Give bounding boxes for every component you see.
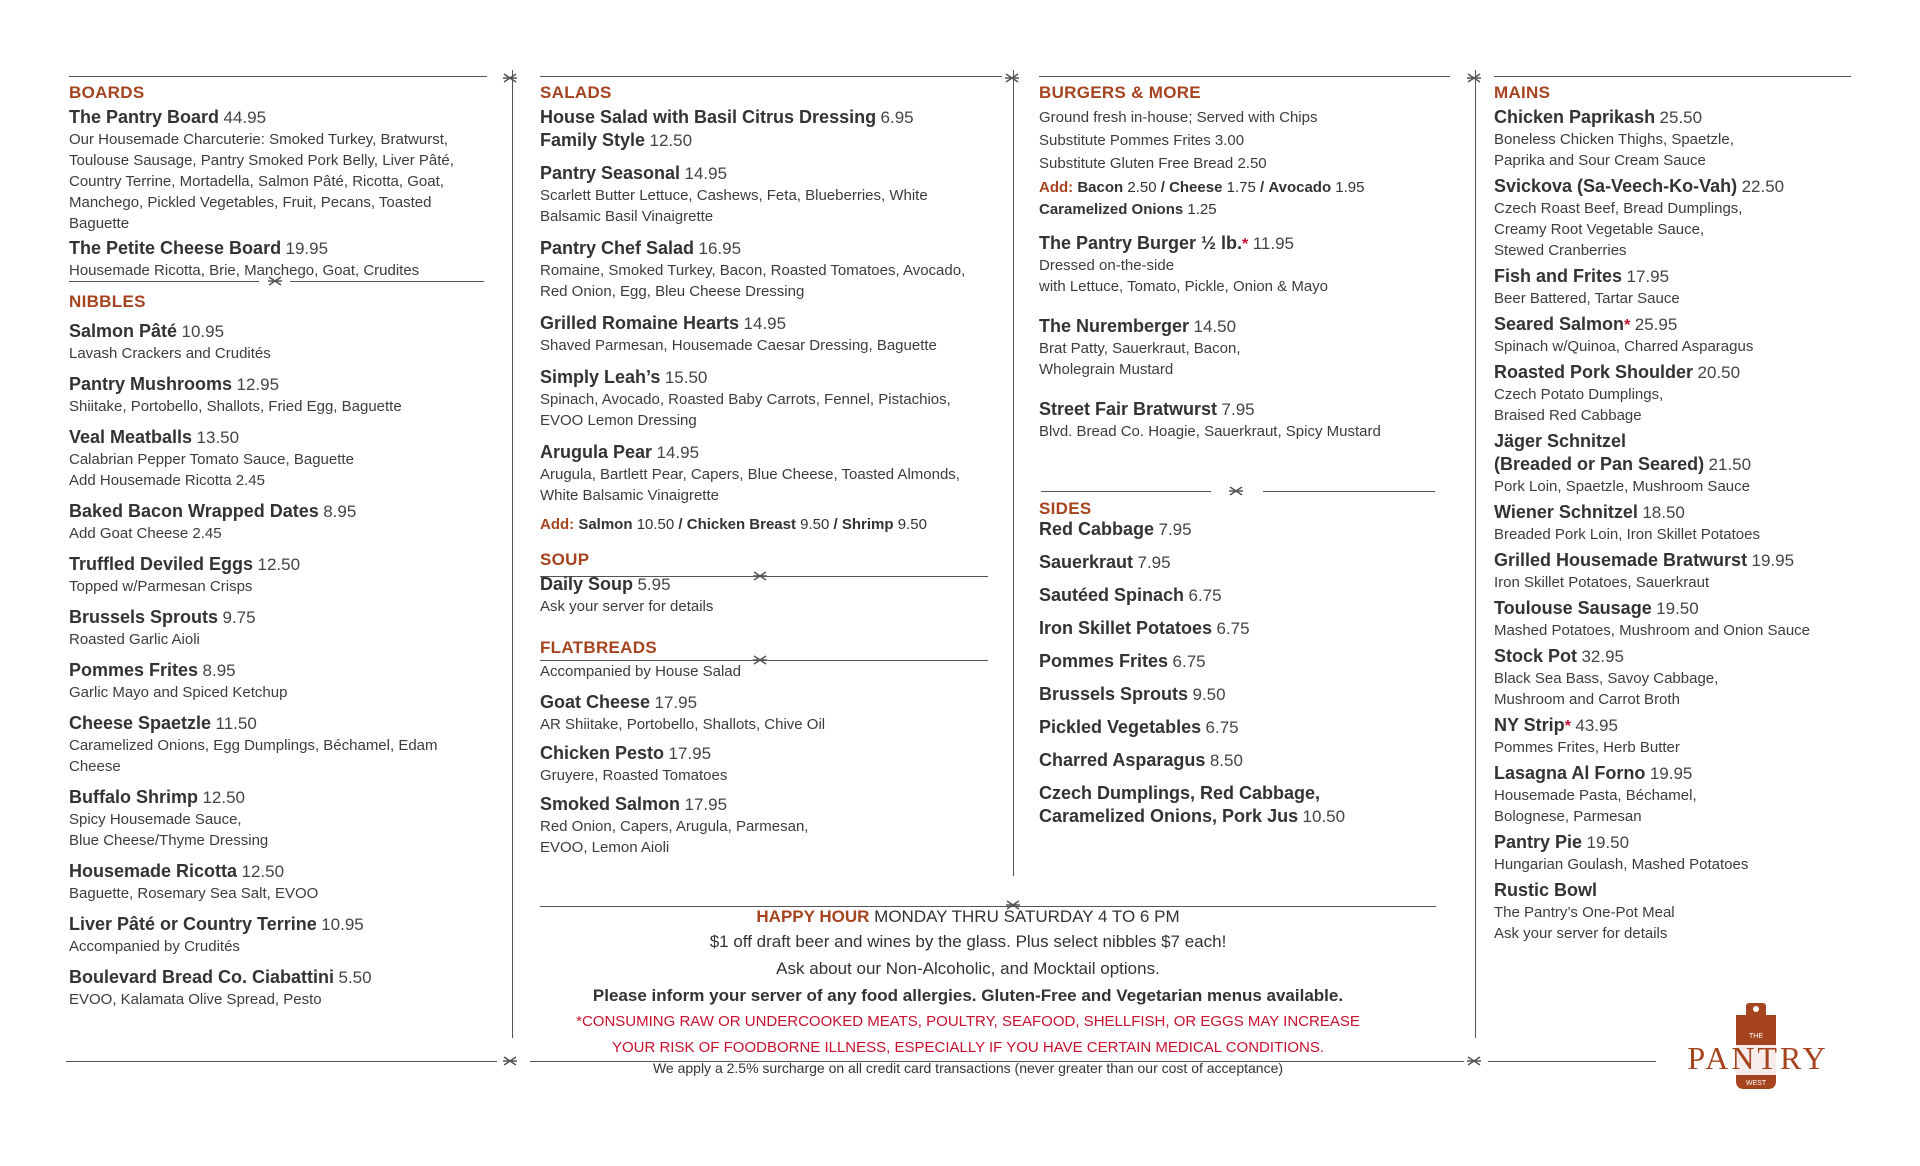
- allergy-star: *: [1624, 317, 1631, 334]
- bottom-rule-col1: [66, 1061, 497, 1062]
- sides-rule-right: [1263, 491, 1435, 492]
- item-description: Ask your server for details: [540, 598, 714, 615]
- item-name: The Pantry Board: [69, 107, 220, 127]
- item-price: 8.50: [1209, 751, 1243, 770]
- consumer-warning: *CONSUMING RAW OR UNDERCOOKED MEATS, POULTRY, SEAFOOD, SHELLFISH, OR EGGS MAY INCREASE: [576, 1013, 1360, 1030]
- item-name: Buffalo Shrimp: [69, 787, 198, 807]
- menu-item: [1494, 645, 1889, 710]
- item-description: Wholegrain Mustard: [1039, 361, 1174, 378]
- section-title-boards: BOARDS: [69, 83, 145, 102]
- ornament-icon: [1228, 486, 1244, 496]
- item-description: Creamy Root Vegetable Sauce,: [1494, 221, 1705, 238]
- ornament-icon: [502, 1056, 518, 1066]
- item-description: Stewed Cranberries: [1494, 242, 1627, 259]
- item-price: 8.95: [202, 661, 236, 680]
- item-description: Calabrian Pepper Tomato Sauce, Baguette: [69, 451, 354, 468]
- section-title-salads: SALADS: [540, 83, 612, 102]
- happy-hour-label: HAPPY HOUR: [756, 907, 870, 926]
- item-name: Rustic Bowl: [1494, 880, 1598, 900]
- item-name: Cheese Spaetzle: [69, 713, 212, 733]
- item-name: Smoked Salmon: [540, 794, 681, 814]
- section-title-soup: SOUP: [540, 550, 590, 569]
- item-price: 44.95: [223, 108, 267, 127]
- menu-item: [540, 573, 990, 617]
- top-rule-col1: [69, 76, 487, 77]
- item-description: Ask your server for details: [1494, 925, 1668, 942]
- item-price: 43.95: [1575, 716, 1618, 735]
- item-name: Charred Asparagus: [1039, 750, 1206, 770]
- menu-item: [1494, 361, 1889, 426]
- item-name: Arugula Pear: [540, 442, 653, 462]
- menu-item: [1494, 175, 1889, 261]
- item-price: 9.75: [222, 608, 256, 627]
- item-name: Lasagna Al Forno: [1494, 763, 1646, 783]
- menu-item: [69, 553, 479, 597]
- item-price: 19.50: [1586, 833, 1630, 852]
- item-description: Dressed on-the-side: [1039, 257, 1175, 274]
- item-price: 6.75: [1205, 718, 1239, 737]
- section-title-flatbreads: FLATBREADS: [540, 638, 657, 657]
- item-name: The Pantry Burger ½ lb.: [1039, 233, 1243, 253]
- item-price: 8.95: [323, 502, 357, 521]
- top-rule-col4: [1494, 76, 1851, 77]
- item-price: 15.50: [664, 368, 708, 387]
- item-price: 7.95: [1221, 400, 1255, 419]
- item-name: Goat Cheese: [540, 692, 651, 712]
- item-description: Add Goat Cheese 2.45: [69, 525, 222, 542]
- bottom-rule-col4: [1488, 1061, 1656, 1062]
- item-name: Pickled Vegetables: [1039, 717, 1202, 737]
- menu-item: [1039, 315, 1439, 380]
- item-price: 12.50: [257, 555, 301, 574]
- item-name: Wiener Schnitzel: [1494, 502, 1638, 522]
- item-description: Shaved Parmesan, Housemade Caesar Dressing, Baguette: [540, 337, 937, 354]
- item-name: Street Fair Bratwurst: [1039, 399, 1218, 419]
- item-price: 13.50: [196, 428, 240, 447]
- pantry-logo: [1670, 1003, 1850, 1103]
- item-description: Shiitake, Portobello, Shallots, Fried Egg, Baguette: [69, 398, 402, 415]
- item-description: Paprika and Sour Cream Sauce: [1494, 152, 1706, 169]
- menu-item: [1494, 501, 1889, 545]
- burgers-list: [1039, 232, 1439, 442]
- section-title-burgers: BURGERS & MORE: [1039, 83, 1201, 102]
- menu-item: [1039, 584, 1439, 607]
- divider-3: [1475, 70, 1476, 1038]
- item-price: 11.50: [215, 714, 257, 733]
- item-name: The Nuremberger: [1039, 316, 1190, 336]
- item-description: EVOO, Lemon Aioli: [540, 839, 670, 856]
- menu-item: [1494, 879, 1889, 944]
- svg-text:PANTRY: PANTRY: [1687, 1040, 1829, 1076]
- menu-item: [1039, 716, 1439, 739]
- item-name: Brussels Sprouts: [69, 607, 219, 627]
- salad-add-ons: Add: Salmon 10.50 / Chicken Breast 9.50 / Shrimp 9.50: [540, 516, 927, 533]
- item-description: Braised Red Cabbage: [1494, 407, 1642, 424]
- item-name: Pantry Mushrooms: [69, 374, 233, 394]
- item-description: Romaine, Smoked Turkey, Bacon, Roasted Tomatoes, Avocado, Red Onion, Egg, Bleu Cheese Dressing: [540, 262, 966, 300]
- column-mains: [1494, 82, 1889, 948]
- item-name: Pommes Frites: [69, 660, 199, 680]
- item-price: 6.95: [880, 108, 914, 127]
- menu-item: [69, 500, 479, 544]
- menu-item: [540, 691, 990, 735]
- item-description: The Pantry’s One-Pot Meal: [1494, 904, 1675, 921]
- item-description: Caramelized Onions, Egg Dumplings, Béchamel, Edam Cheese: [69, 737, 438, 775]
- menu-item: [540, 793, 990, 858]
- item-description: Our Housemade Charcuterie: Smoked Turkey, Bratwurst, Toulouse Sausage, Pantry Smoked Pork Belly, Liver Pâté, Country Terrine, Mortadella, Salmon Pâté, Ricotta, Goat, Manchego, Pickled Vegetables, Fruit, Pecans, Toasted Baguette: [69, 131, 454, 232]
- menu-item: [69, 966, 479, 1010]
- item-description: Bolognese, Parmesan: [1494, 808, 1642, 825]
- column-salads-soup-flatbreads: [540, 82, 990, 865]
- menu-item: [540, 312, 990, 356]
- item-name: Family Style: [540, 130, 646, 150]
- item-description: Mushroom and Carrot Broth: [1494, 691, 1680, 708]
- menu-item: [540, 237, 990, 302]
- menu-item: [1494, 265, 1889, 309]
- happy-hour-block: [538, 905, 1398, 1061]
- item-description: Pork Loin, Spaetzle, Mushroom Sauce: [1494, 478, 1750, 495]
- item-price: 7.95: [1137, 553, 1171, 572]
- item-description: AR Shiitake, Portobello, Shallots, Chive Oil: [540, 716, 826, 733]
- item-description: Spinach, Avocado, Roasted Baby Carrots, Fennel, Pistachios, EVOO Lemon Dressing: [540, 391, 951, 429]
- top-rule-col2: [540, 76, 1002, 77]
- item-description: Red Onion, Capers, Arugula, Parmesan,: [540, 818, 809, 835]
- item-description: Topped w/Parmesan Crisps: [69, 578, 253, 595]
- item-price: 10.95: [181, 322, 225, 341]
- menu-item: [1494, 762, 1889, 827]
- menu-item: [1494, 549, 1889, 593]
- item-price: 17.95: [684, 795, 728, 814]
- consumer-warning: YOUR RISK OF FOODBORNE ILLNESS, ESPECIALLY IF YOU HAVE CERTAIN MEDICAL CONDITIONS.: [611, 1039, 1325, 1056]
- item-description: Czech Roast Beef, Bread Dumplings,: [1494, 200, 1743, 217]
- menu-item: [69, 712, 479, 777]
- mains-list: [1494, 106, 1889, 944]
- item-price: 14.95: [684, 164, 728, 183]
- salads-list: [540, 162, 990, 506]
- item-description: Mashed Potatoes, Mushroom and Onion Sauce: [1494, 622, 1811, 639]
- item-price: 10.95: [321, 915, 364, 934]
- item-price: 9.50: [1192, 685, 1226, 704]
- item-description: Boneless Chicken Thighs, Spaetzle,: [1494, 131, 1734, 148]
- menu-item: [1039, 518, 1439, 541]
- item-price: 25.50: [1659, 108, 1703, 127]
- menu-item: [1494, 714, 1889, 758]
- ornament-icon: [1004, 73, 1020, 83]
- item-price: 19.95: [1649, 764, 1693, 783]
- column-boards-nibbles: [69, 82, 479, 1019]
- section-title-nibbles: NIBBLES: [69, 292, 146, 311]
- happy-hour-deal: $1 off draft beer and wines by the glass. Plus select nibbles $7 each!: [709, 932, 1227, 951]
- item-price: 19.95: [1751, 551, 1795, 570]
- item-price: 5.95: [637, 575, 671, 594]
- item-name: Roasted Pork Shoulder: [1494, 362, 1694, 382]
- item-name: Toulouse Sausage: [1494, 598, 1652, 618]
- item-name: Pantry Chef Salad: [540, 238, 695, 258]
- menu-item: [1039, 551, 1439, 574]
- item-price: 12.95: [236, 375, 280, 394]
- menu-item: [69, 659, 479, 703]
- item-name: Housemade Ricotta: [69, 861, 238, 881]
- item-description: Blue Cheese/Thyme Dressing: [69, 832, 269, 849]
- item-name: Liver Pâté or Country Terrine: [69, 914, 317, 934]
- item-name: Caramelized Onions, Pork Jus: [1039, 806, 1299, 826]
- item-name: Veal Meatballs: [69, 427, 193, 447]
- item-description: Spinach w/Quinoa, Charred Asparagus: [1494, 338, 1754, 355]
- item-name: Chicken Pesto: [540, 743, 665, 763]
- item-description: Iron Skillet Potatoes, Sauerkraut: [1494, 574, 1710, 591]
- menu-item: [540, 106, 990, 152]
- item-price: 32.95: [1581, 647, 1625, 666]
- menu-item: [1494, 831, 1889, 875]
- menu-item: [1494, 313, 1889, 357]
- menu-item: [69, 786, 479, 851]
- item-name: Grilled Romaine Hearts: [540, 313, 740, 333]
- item-description: Black Sea Bass, Savoy Cabbage,: [1494, 670, 1719, 687]
- item-price: 11.95: [1252, 234, 1295, 253]
- item-name: Chicken Paprikash: [1494, 107, 1656, 127]
- item-description: Breaded Pork Loin, Iron Skillet Potatoes: [1494, 526, 1760, 543]
- menu-item: [1039, 782, 1439, 828]
- item-name: Pantry Pie: [1494, 832, 1583, 852]
- item-price: 21.50: [1708, 455, 1752, 474]
- menu-item: [540, 366, 990, 431]
- menu-item: [1039, 683, 1439, 706]
- item-name: Brussels Sprouts: [1039, 684, 1189, 704]
- item-name: The Petite Cheese Board: [69, 238, 282, 258]
- menu-item: [1039, 398, 1439, 442]
- item-price: 16.95: [698, 239, 742, 258]
- section-title-mains: MAINS: [1494, 83, 1551, 102]
- item-price: 20.50: [1697, 363, 1741, 382]
- burger-add-ons: Add: Bacon 2.50 / Cheese 1.75 / Avocado 1.95 Caramelized Onions 1.25: [1039, 179, 1365, 218]
- menu-item: [69, 426, 479, 491]
- item-name: Simply Leah’s: [540, 367, 661, 387]
- burgers-intro: Substitute Pommes Frites 3.00: [1039, 132, 1245, 149]
- item-description: Gruyere, Roasted Tomatoes: [540, 767, 728, 784]
- item-description: EVOO, Kalamata Olive Spread, Pesto: [69, 991, 322, 1008]
- item-description: Roasted Garlic Aioli: [69, 631, 200, 648]
- item-name: Czech Dumplings, Red Cabbage,: [1039, 783, 1321, 803]
- item-description: Garlic Mayo and Spiced Ketchup: [69, 684, 288, 701]
- ornament-icon: [1466, 1056, 1482, 1066]
- item-name: Grilled Housemade Bratwurst: [1494, 550, 1748, 570]
- menu-item: [69, 373, 479, 417]
- item-price: 14.95: [743, 314, 787, 333]
- item-price: 19.95: [285, 239, 329, 258]
- menu-item: [1039, 650, 1439, 673]
- item-description: Blvd. Bread Co. Hoagie, Sauerkraut, Spicy Mustard: [1039, 423, 1381, 440]
- surcharge-note: We apply a 2.5% surcharge on all credit card transactions (never greater than our cost of acceptance): [652, 1060, 1284, 1076]
- item-name: Truffled Deviled Eggs: [69, 554, 254, 574]
- item-price: 12.50: [241, 862, 285, 881]
- item-description: Baguette, Rosemary Sea Salt, EVOO: [69, 885, 319, 902]
- item-name: House Salad with Basil Citrus Dressing: [540, 107, 877, 127]
- item-price: 17.95: [654, 693, 698, 712]
- ornament-icon: [502, 73, 518, 83]
- item-price: 22.50: [1741, 177, 1785, 196]
- mocktail-note: Ask about our Non-Alcoholic, and Mocktail options.: [776, 959, 1160, 978]
- divider-1: [512, 70, 513, 1038]
- item-price: 6.75: [1188, 586, 1222, 605]
- item-description: Beer Battered, Tartar Sauce: [1494, 290, 1680, 307]
- svg-text:THE: THE: [1749, 1033, 1763, 1040]
- item-price: 5.50: [338, 968, 372, 987]
- item-name: Fish and Frites: [1494, 266, 1623, 286]
- menu-item: [1039, 617, 1439, 640]
- item-price: 14.95: [656, 443, 700, 462]
- menu-item: [540, 742, 990, 786]
- item-description: Spicy Housemade Sauce,: [69, 811, 242, 828]
- item-name: Svickova (Sa-Veech-Ko-Vah): [1494, 176, 1738, 196]
- item-description: Brat Patty, Sauerkraut, Bacon,: [1039, 340, 1241, 357]
- ornament-icon: [1466, 73, 1482, 83]
- menu-item: [1494, 106, 1889, 171]
- item-name: Boulevard Bread Co. Ciabattini: [69, 967, 335, 987]
- item-name: Red Cabbage: [1039, 519, 1155, 539]
- item-name: Seared Salmon: [1494, 314, 1625, 334]
- item-description: Arugula, Bartlett Pear, Capers, Blue Cheese, Toasted Almonds, White Balsamic Vinaigrette: [540, 466, 960, 504]
- burgers-intro: Substitute Gluten Free Bread 2.50: [1039, 155, 1267, 172]
- item-name: Salmon Pâté: [69, 321, 178, 341]
- menu-item: [1494, 597, 1889, 641]
- divider-2: [1013, 70, 1014, 876]
- menu-item: [1039, 749, 1439, 772]
- item-description: Add Housemade Ricotta 2.45: [69, 472, 265, 489]
- nibbles-list: [69, 320, 479, 1010]
- item-description: Hungarian Goulash, Mashed Potatoes: [1494, 856, 1749, 873]
- allergy-star: *: [1564, 718, 1571, 735]
- item-price: 17.95: [1626, 267, 1670, 286]
- item-name: Stock Pot: [1494, 646, 1578, 666]
- item-name: Sauerkraut: [1039, 552, 1134, 572]
- menu-item: [540, 441, 990, 506]
- item-description: Pommes Frites, Herb Butter: [1494, 739, 1680, 756]
- item-price: 12.50: [649, 131, 693, 150]
- item-name: Sautéed Spinach: [1039, 585, 1185, 605]
- item-price: 17.95: [668, 744, 712, 763]
- menu-item: [69, 320, 479, 364]
- item-description: Accompanied by Crudités: [69, 938, 240, 955]
- happy-hour-time: MONDAY THRU SATURDAY 4 TO 6 PM: [874, 907, 1180, 926]
- item-description: Czech Potato Dumplings,: [1494, 386, 1664, 403]
- item-price: 10.50: [1302, 807, 1346, 826]
- item-name: (Breaded or Pan Seared): [1494, 454, 1705, 474]
- top-rule-col3: [1039, 76, 1450, 77]
- flatbreads-intro: Accompanied by House Salad: [540, 663, 741, 680]
- item-price: 18.50: [1642, 503, 1685, 522]
- menu-item: [69, 237, 479, 281]
- item-description: Lavash Crackers and Crudités: [69, 345, 271, 362]
- sides-list: [1039, 518, 1439, 836]
- item-price: 6.75: [1172, 652, 1206, 671]
- burgers-intro: Ground fresh in-house; Served with Chips: [1039, 109, 1318, 126]
- item-price: 25.95: [1634, 315, 1678, 334]
- item-name: Iron Skillet Potatoes: [1039, 618, 1213, 638]
- item-description: Housemade Ricotta, Brie, Manchego, Goat, Crudites: [69, 262, 420, 279]
- allergy-star: *: [1242, 236, 1249, 253]
- item-name: NY Strip: [1494, 715, 1565, 735]
- section-title-sides: SIDES: [1039, 499, 1092, 518]
- menu-item: [540, 162, 990, 227]
- item-description: Scarlett Butter Lettuce, Cashews, Feta, Blueberries, White Balsamic Basil Vinaigrette: [540, 187, 928, 225]
- menu-item: [1039, 232, 1439, 297]
- flatbreads-list: [540, 691, 990, 858]
- item-name: Daily Soup: [540, 574, 634, 594]
- menu-item: [69, 106, 479, 234]
- item-description: Housemade Pasta, Béchamel,: [1494, 787, 1697, 804]
- svg-text:WEST: WEST: [1745, 1080, 1767, 1087]
- item-name: Jäger Schnitzel: [1494, 431, 1627, 451]
- menu-item: [69, 860, 479, 904]
- column-burgers-sides: [1039, 82, 1439, 826]
- sides-rule-left: [1041, 491, 1211, 492]
- item-name: Pommes Frites: [1039, 651, 1169, 671]
- item-description: with Lettuce, Tomato, Pickle, Onion & Mayo: [1039, 278, 1329, 295]
- item-name: Baked Bacon Wrapped Dates: [69, 501, 319, 521]
- item-price: 19.50: [1656, 599, 1699, 618]
- item-price: 6.75: [1216, 619, 1250, 638]
- allergy-note: Please inform your server of any food allergies. Gluten-Free and Vegetarian menus available.: [592, 986, 1344, 1005]
- item-price: 14.50: [1193, 317, 1237, 336]
- item-price: 12.50: [202, 788, 245, 807]
- menu-item: [69, 606, 479, 650]
- item-name: Pantry Seasonal: [540, 163, 681, 183]
- menu-item: [1494, 430, 1889, 497]
- menu-item: [69, 913, 479, 957]
- item-price: 7.95: [1158, 520, 1192, 539]
